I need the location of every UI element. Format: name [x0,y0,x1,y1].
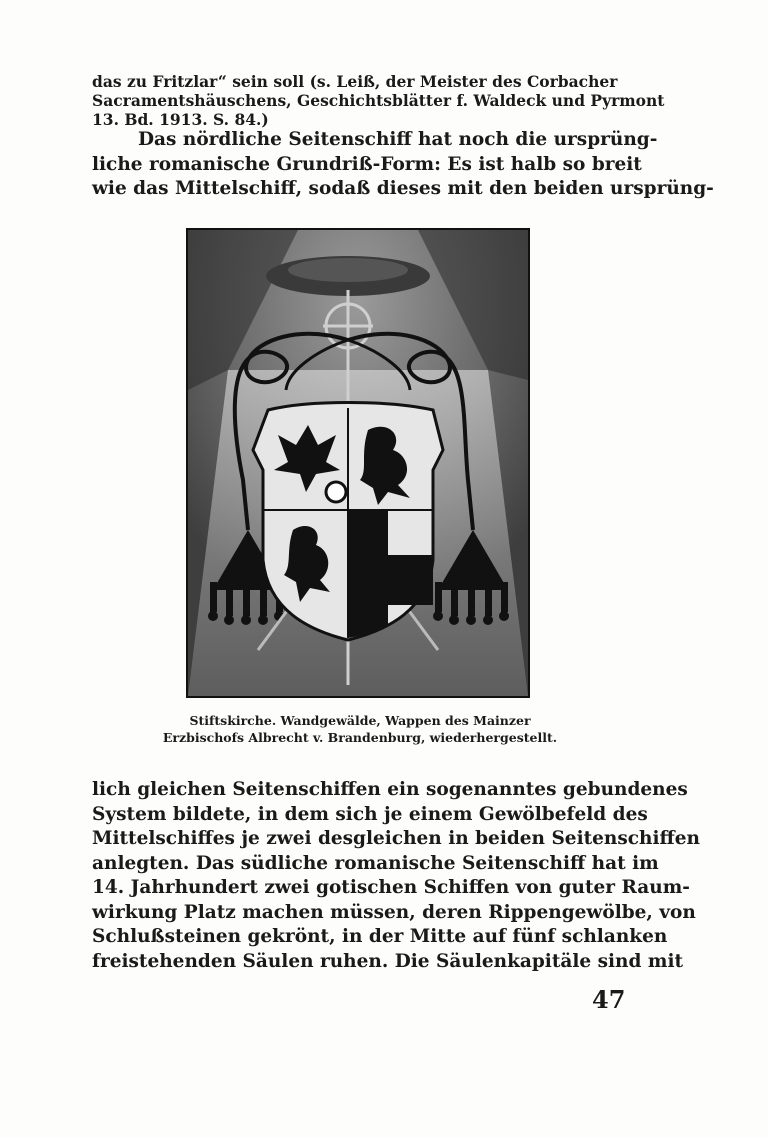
paragraph-top [92,128,714,202]
coat-of-arms-illustration [188,230,528,696]
paragraph-line: Mittelschiffes je zwei desgleichen in beiden Seitenschiffen [92,828,700,849]
paragraph-line: Das nördliche Seitenschiff hat noch die ursprüng- [138,129,658,150]
figure-caption: Erzbischofs Albrecht v. Brandenburg, wiederhergestellt. [162,730,558,745]
note-line: das zu Fritzlar“ sein soll (s. Leiß, der Meister des Corbacher [92,72,618,91]
page-number: 47 [592,985,626,1014]
paragraph-line: Schlußsteinen gekrönt, in der Mitte auf fünf schlanken [92,926,668,947]
paragraph-bottom [92,778,700,974]
note-line: 13. Bd. 1913. S. 84.) [92,110,269,129]
note-line: Sacramentshäuschens, Geschichtsblätter f. Waldeck und Pyrmont [92,91,665,110]
paragraph-line: 14. Jahrhundert zwei gotischen Schiffen von guter Raum- [92,877,690,898]
paragraph-line: lich gleichen Seitenschiffen ein sogenanntes gebundenes [92,779,688,800]
paragraph-line: wirkung Platz machen müssen, deren Rippengewölbe, von [92,901,696,923]
paragraph-line: wie das Mittelschiff, sodaß dieses mit den beiden ursprüng- [92,178,714,199]
paragraph-line: System bildete, in dem sich je einem Gewölbefeld des [92,803,648,825]
figure-caption: Stiftskirche. Wandgewälde, Wappen des Mainzer [189,713,531,728]
paragraph-line: freistehenden Säulen ruhen. Die Säulenkapitäle sind mit [92,950,684,972]
paragraph-line: anlegten. Das südliche romanische Seitenschiff hat im [92,852,659,874]
coat-of-arms-photo [186,228,530,698]
footnote-continuation [92,72,665,129]
paragraph-line: liche romanische Grundriß-Form: Es ist halb so breit [92,153,642,175]
